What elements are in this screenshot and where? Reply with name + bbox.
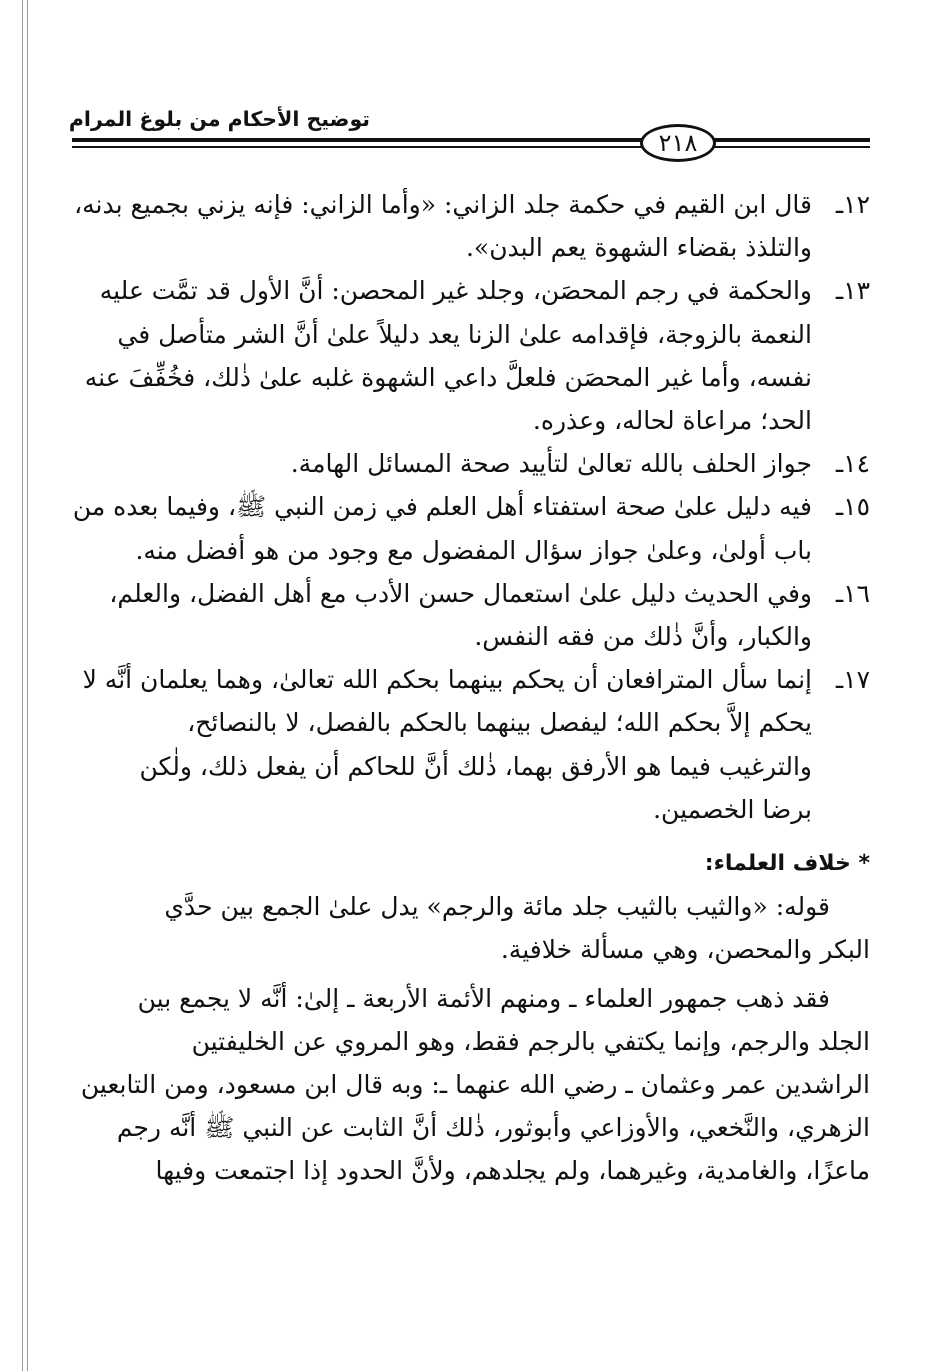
text-line: والتلذذ بقضاء الشهوة يعم البدن».	[465, 233, 812, 263]
item-number: ١٥ـ	[835, 492, 870, 522]
text-line: جواز الحلف بالله تعالىٰ لتأييد صحة المسائل الهامة.	[290, 449, 812, 479]
text-line: برضا الخصمين.	[653, 794, 812, 824]
text-line: والحكمة في رجم المحصَن، وجلد غير المحصن: أنَّ الأول قد تمَّت عليه	[99, 276, 812, 306]
text-line: وفي الحديث دليل علىٰ استعمال حسن الأدب مع أهل الفضل، والعلم،	[109, 578, 812, 608]
numbered-item-12	[74, 183, 870, 269]
numbered-item-13	[74, 269, 870, 442]
text-line: إنما سأل المترافعان أن يحكم بينهما بحكم الله تعالىٰ، وهما يعلمان أنَّه لا	[82, 665, 812, 695]
text-line: الزهري، والنَّخعي، والأوزاعي وأبوثور، ذٰلك أنَّ الثابت عن النبي ﷺ أنَّه رجم	[116, 1113, 870, 1143]
numbered-item-14	[74, 442, 870, 485]
text-line: الجلد والرجم، وإنما يكتفي بالرجم فقط، وهو المروي عن الخليفتين	[191, 1027, 870, 1057]
header-rule-right-thick	[712, 138, 870, 142]
text-line: والترغيب فيما هو الأرفق بهما، ذٰلك أنَّ للحاكم أن يفعل ذلك، ولٰكن	[139, 751, 812, 781]
running-header-title: توضيح الأحكام من بلوغ المرام	[68, 107, 370, 131]
item-number: ١٤ـ	[835, 449, 870, 479]
header-rule-left-thin	[72, 146, 644, 148]
paragraph-1	[74, 885, 870, 971]
page-margin-line	[27, 0, 28, 1371]
text-line: ماعزًا، والغامدية، وغيرهما، ولم يجلدهم، ولأنَّ الحدود إذا اجتمعت وفيها	[155, 1156, 870, 1186]
header-rule-left-thick	[72, 138, 644, 142]
numbered-item-15	[74, 485, 870, 571]
text-line: قوله: «والثيب بالثيب جلد مائة والرجم» يدل علىٰ الجمع بين حدَّي	[164, 892, 830, 922]
text-line: قال ابن القيم في حكمة جلد الزاني: «وأما الزاني: فإنه يزني بجميع بدنه،	[74, 190, 812, 219]
item-number: ١٦ـ	[835, 578, 870, 608]
text-line: والكبار، وأنَّ ذٰلك من فقه النفس.	[474, 622, 812, 652]
text-line: فيه دليل علىٰ صحة استفتاء أهل العلم في زمن النبي ﷺ، وفيما بعده من	[72, 492, 812, 522]
page-number: ٢١٨	[640, 124, 716, 162]
header-rule-right-thin	[712, 146, 870, 148]
numbered-item-16	[74, 572, 870, 658]
text-line: الحد؛ مراعاة لحاله، وعذره.	[532, 406, 812, 436]
item-number: ١٣ـ	[835, 276, 870, 306]
paragraph-2	[74, 977, 870, 1192]
text-line: باب أولىٰ، وعلىٰ جواز سؤال المفضول مع وجود من هو أفضل منه.	[135, 535, 812, 565]
item-number: ١٧ـ	[835, 665, 870, 695]
text-line: البكر والمحصن، وهي مسألة خلافية.	[500, 935, 870, 965]
text-line: النعمة بالزوجة، فإقدامه علىٰ الزنا يعد دليلاً علىٰ أنَّ الشر متأصل في	[117, 319, 812, 349]
page-body	[74, 183, 870, 1192]
text-line: نفسه، وأما غير المحصَن فلعلَّ داعي الشهوة غلبه علىٰ ذٰلك، فخُفِّفَ عنه	[84, 362, 812, 392]
section-heading-scholars-disagreement: * خلاف العلماء:	[704, 851, 870, 877]
text-line: يحكم إلاَّ بحكم الله؛ ليفصل بينهما بالحكم بالفصل، لا بالنصائح،	[187, 708, 812, 738]
item-number: ١٢ـ	[835, 190, 870, 219]
text-line: الراشدين عمر وعثمان ـ رضي الله عنهما ـ: وبه قال ابن مسعود، ومن التابعين	[80, 1070, 870, 1100]
text-line: فقد ذهب جمهور العلماء ـ ومنهم الأئمة الأربعة ـ إلىٰ: أنَّه لا يجمع بين	[137, 984, 830, 1014]
page-margin-line	[22, 0, 23, 1371]
numbered-item-17	[74, 658, 870, 831]
